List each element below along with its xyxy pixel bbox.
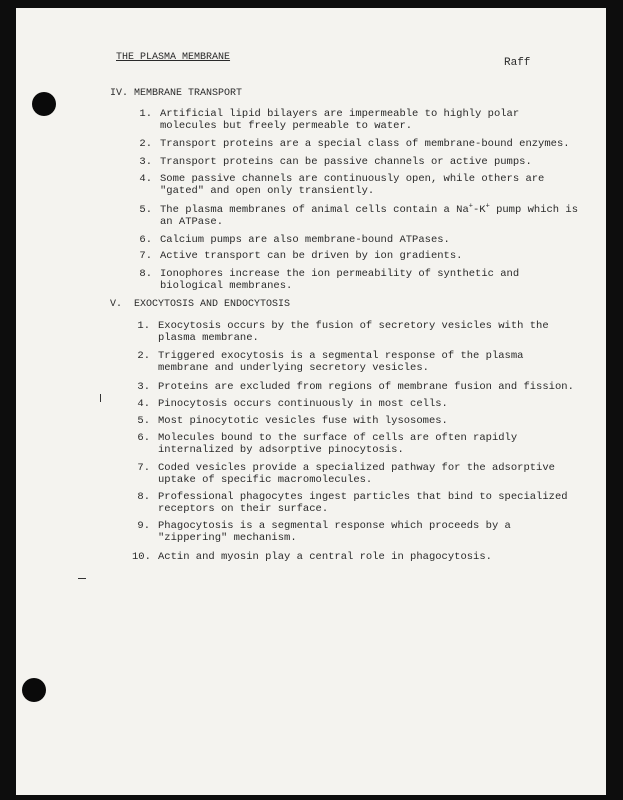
item-text: The plasma membranes of animal cells contain a Na+-K+ pump which is an ATPase. (160, 202, 578, 228)
item-number: 1. (139, 108, 152, 120)
item-text: Phagocytosis is a segmental response which proceeds by a "zippering" mechanism. (158, 520, 511, 544)
item-text: Actin and myosin play a central role in phagocytosis. (158, 551, 492, 563)
item-number: 2. (139, 138, 152, 150)
item-number: 1. (137, 320, 150, 332)
item-number: 5. (137, 415, 150, 427)
document-title: THE PLASMA MEMBRANE (116, 52, 231, 63)
item-text: Ionophores increase the ion permeability of synthetic and biological membranes. (160, 268, 520, 292)
item-number: 7. (137, 462, 150, 474)
item-number: 4. (139, 173, 152, 185)
item-text: Triggered exocytosis is a segmental response of the plasma membrane and underlying secretory vesicles. (158, 350, 524, 374)
item-number: 3. (137, 381, 150, 393)
item-text: Pinocytosis occurs continuously in most cells. (158, 398, 448, 410)
item-text: Some passive channels are continuously open, while others are "gated" and open only transiently. (160, 173, 545, 197)
section-title: MEMBRANE TRANSPORT (134, 88, 243, 99)
section-numeral: IV. (110, 88, 129, 99)
item-text: Exocytosis occurs by the fusion of secretory vesicles with the plasma membrane. (158, 320, 549, 344)
author-name: Raff (504, 57, 531, 69)
item-text: Calcium pumps are also membrane-bound ATPases. (160, 234, 450, 246)
item-text: Transport proteins can be passive channels or active pumps. (160, 156, 532, 168)
item-number: 6. (137, 432, 150, 444)
item-number: 8. (139, 268, 152, 280)
item-text: Transport proteins are a special class of membrane-bound enzymes. (160, 138, 570, 150)
section-numeral: V. (110, 299, 123, 310)
item-number: 7. (139, 250, 152, 262)
item-text: Artificial lipid bilayers are impermeable to highly polar molecules but freely permeable to water. (160, 108, 520, 132)
item-text: Molecules bound to the surface of cells are often rapidly internalized by adsorptive pinocytosis. (158, 432, 518, 456)
item-number: 9. (137, 520, 150, 532)
punch-hole-bottom (22, 678, 46, 702)
section-title: EXOCYTOSIS AND ENDOCYTOSIS (134, 299, 291, 310)
item-text: Active transport can be driven by ion gradients. (160, 250, 463, 262)
item-text: Most pinocytotic vesicles fuse with lysosomes. (158, 415, 448, 427)
item-number: 10. (132, 551, 151, 563)
item-number: 3. (139, 156, 152, 168)
item-number: 6. (139, 234, 152, 246)
item-number: 2. (137, 350, 150, 362)
item-number: 4. (137, 398, 150, 410)
item-text: Proteins are excluded from regions of membrane fusion and fission. (158, 381, 574, 393)
item-text: Coded vesicles provide a specialized pathway for the adsorptive uptake of specific macromolecules. (158, 462, 555, 486)
punch-hole-top (32, 92, 56, 116)
margin-mark (100, 394, 101, 402)
item-text: Professional phagocytes ingest particles that bind to specialized receptors on their surface. (158, 491, 568, 515)
item-number: 8. (137, 491, 150, 503)
margin-mark (78, 578, 86, 579)
document-page (16, 8, 606, 795)
item-number: 5. (139, 204, 152, 216)
